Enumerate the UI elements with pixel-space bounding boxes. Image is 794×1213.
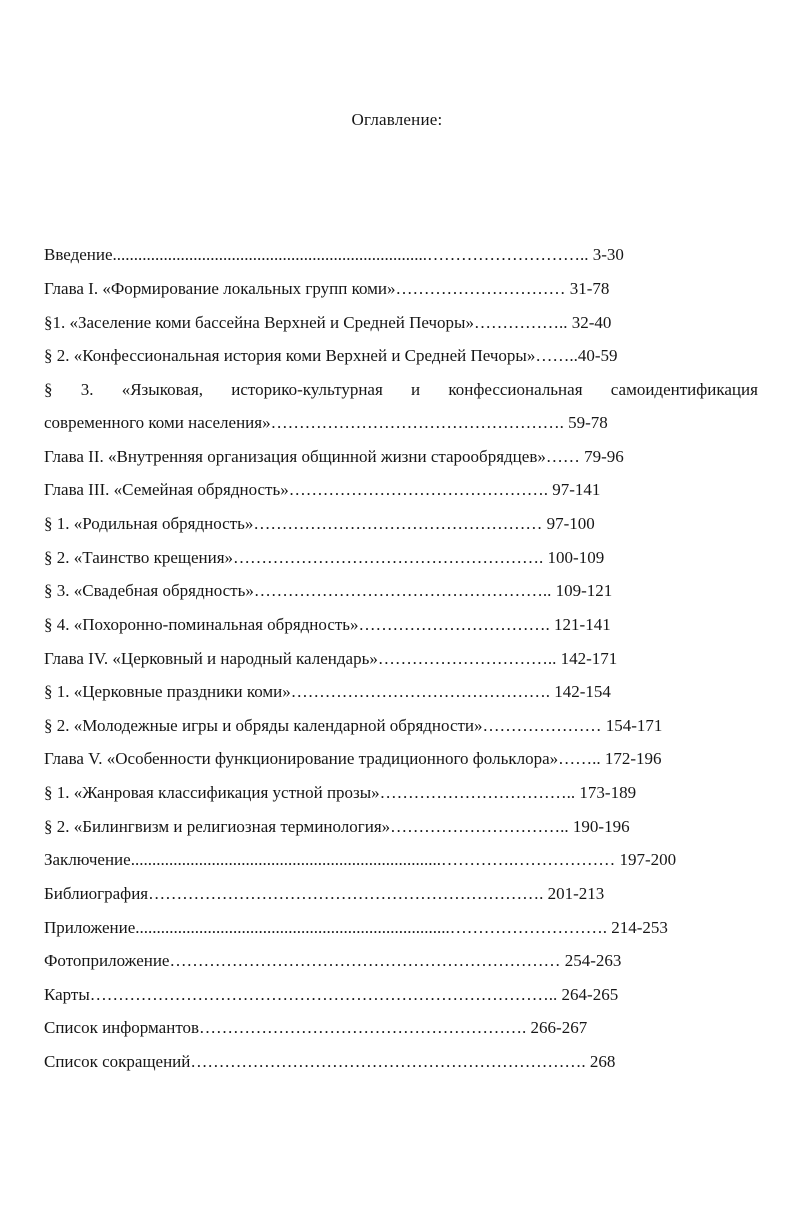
toc-entry-section-1-3-line-2: современного коми населения»……………………………………………. 59-78 xyxy=(44,413,608,432)
toc-entry-section-1-2: § 2. «Конфессиональная история коми Верхней и Средней Печоры»……..40-59 xyxy=(44,346,618,365)
toc-entry-section-3-3: § 3. «Свадебная обрядность»…………………………………………….. 109-121 xyxy=(44,581,613,600)
toc-entry-section-5-1: § 1. «Жанровая классификация устной прозы»…………………………….. 173-189 xyxy=(44,783,637,802)
toc-entry-introduction: Введение..........................................................................……………………….. 3-30 xyxy=(44,245,624,264)
toc-entry-appendix: Приложение..........................................................................………………………. 214-253 xyxy=(44,918,668,937)
toc-entry-chapter-5: Глава V. «Особенности функционирование традиционного фольклора»…….. 172-196 xyxy=(44,749,662,768)
toc-entry-chapter-2: Глава II. «Внутренняя организация общинной жизни старообрядцев»…… 79-96 xyxy=(44,447,624,466)
word: самоидентификация xyxy=(610,380,758,399)
toc-entry-section-3-2: § 2. «Таинство крещения»………………………………………………. 100-109 xyxy=(44,548,605,567)
word: 3. xyxy=(80,380,94,399)
word: § xyxy=(44,380,53,399)
toc-entry-abbreviations: Список сокращений……………………………………………………………. 268 xyxy=(44,1052,616,1071)
page-title: Оглавление: xyxy=(351,110,443,129)
toc-entry-section-4-2: § 2. «Молодежные игры и обряды календарной обрядности»………………… 154-171 xyxy=(44,716,663,735)
toc-entry-chapter-4: Глава IV. «Церковный и народный календарь»………………………….. 142-171 xyxy=(44,649,618,668)
word: конфессиональная xyxy=(448,380,583,399)
toc-entry-section-3-1: § 1. «Родильная обрядность»…………………………………………… 97-100 xyxy=(44,514,595,533)
word: «Языковая, xyxy=(121,380,204,399)
toc-entry-section-4-1: § 1. «Церковные праздники коми»………………………………………. 142-154 xyxy=(44,682,611,701)
toc-entry-conclusion: Заключение.........................................................................………….……………… 197-200 xyxy=(44,850,677,869)
toc-entry-section-5-2: § 2. «Билингвизм и религиозная терминология»………………………….. 190-196 xyxy=(44,817,630,836)
toc-entry-maps: Карты……………………………………………………………………….. 264-265 xyxy=(44,985,619,1004)
toc-entry-bibliography: Библиография……………………………………………………………. 201-213 xyxy=(44,884,605,903)
toc-entry-informants: Список информантов…………………………………………………. 266-267 xyxy=(44,1018,588,1037)
word: и xyxy=(411,380,421,399)
toc-entry-section-1-3-line-1 xyxy=(44,380,758,400)
toc-entry-section-1-1: §1. «Заселение коми бассейна Верхней и Средней Печоры»…………….. 32-40 xyxy=(44,313,612,332)
word: историко-культурная xyxy=(231,380,383,399)
toc-entry-chapter-3: Глава III. «Семейная обрядность»………………………………………. 97-141 xyxy=(44,480,601,499)
toc-entry-chapter-1: Глава I. «Формирование локальных групп коми»………………………… 31-78 xyxy=(44,279,610,298)
toc-entry-section-3-4: § 4. «Похоронно-поминальная обрядность»……………………………. 121-141 xyxy=(44,615,611,634)
toc-entry-photo-appendix: Фотоприложение…………………………………………………………… 254-263 xyxy=(44,951,622,970)
